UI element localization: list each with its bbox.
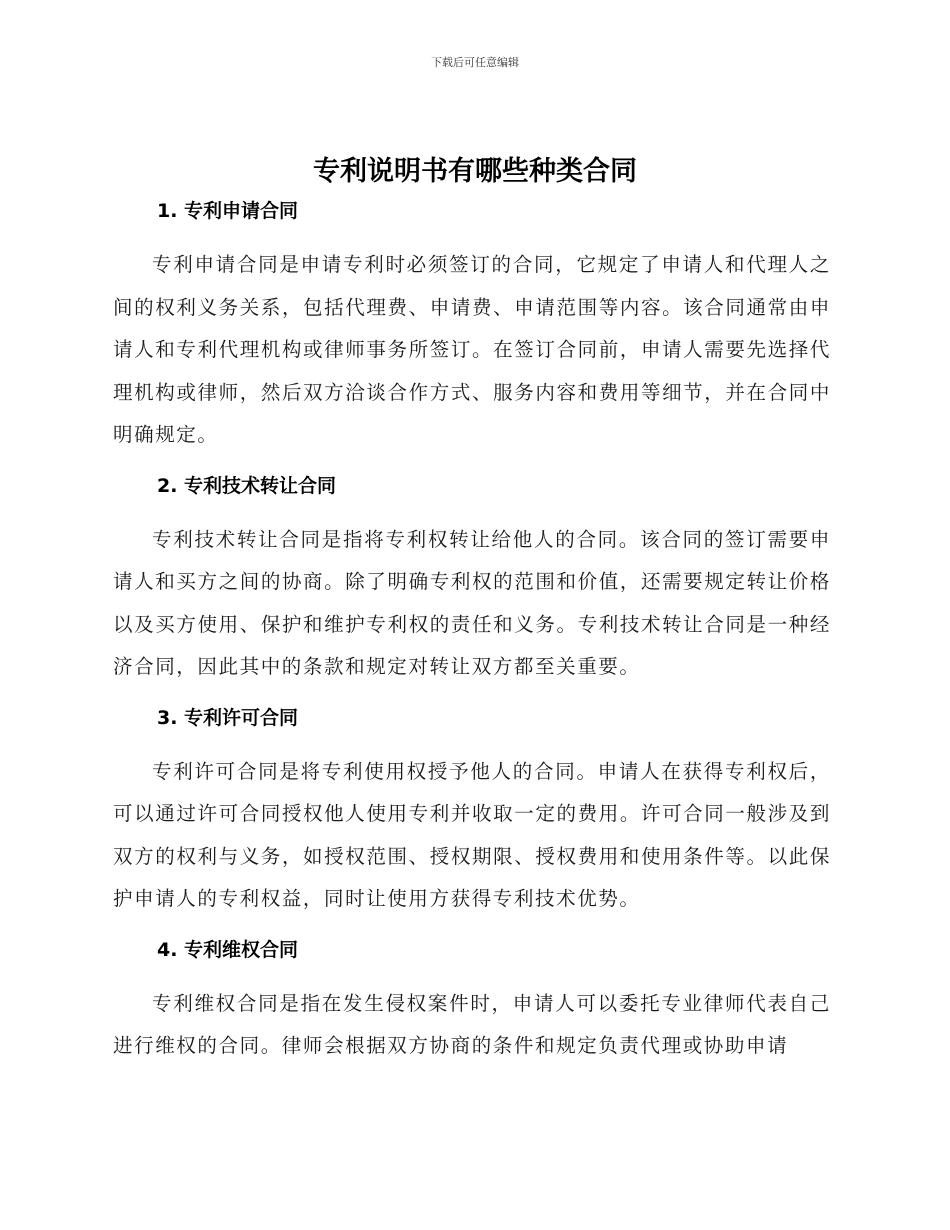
document-title: 专利说明书有哪些种类合同 [313, 156, 637, 187]
section-paragraph: 专利技术转让合同是指将专利权转让给他人的合同。该合同的签订需要申请人和买方之间的协商。除了明确专利权的范围和价值，还需要规定转让价格以及买方使用、保护和维护专利权的责任和义务。专利技术转让合同是一种经济合同，因此其中的条款和规定对转让双方都至关重要。 [113, 527, 831, 678]
section-4 [113, 935, 831, 1068]
section-paragraph: 专利申请合同是申请专利时必须签订的合同，它规定了申请人和代理人之间的权利义务关系，包括代理费、申请费、申请范围等内容。该合同通常由申请人和专利代理机构或律师事务所签订。在签订合同前，申请人需要先选择代理机构或律师，然后双方洽谈合作方式、服务内容和费用等细节，并在合同中明确规定。 [113, 253, 831, 446]
section-paragraph: 专利维权合同是指在发生侵权案件时，申请人可以委托专业律师代表自己进行维权的合同。律师会根据双方协商的条件和规定负责代理或协助申请 [113, 991, 831, 1057]
section-heading: 2. 专利技术转让合同 [157, 474, 337, 497]
document-body [113, 196, 831, 1082]
section-2 [113, 471, 831, 689]
header-note: 下载后可任意编辑 [431, 56, 519, 69]
section-paragraph: 专利许可合同是将专利使用权授予他人的合同。申请人在获得专利权后，可以通过许可合同授权他人使用专利并收取一定的费用。许可合同一般涉及到双方的权利与义务，如授权范围、授权期限、授权费用和使用条件等。以此保护申请人的专利权益，同时让使用方获得专利技术优势。 [113, 759, 831, 910]
section-heading: 1. 专利申请合同 [157, 200, 299, 222]
section-1 [113, 196, 831, 457]
section-heading: 3. 专利许可合同 [157, 706, 299, 729]
section-3 [113, 703, 831, 921]
section-heading: 4. 专利维权合同 [157, 938, 299, 961]
